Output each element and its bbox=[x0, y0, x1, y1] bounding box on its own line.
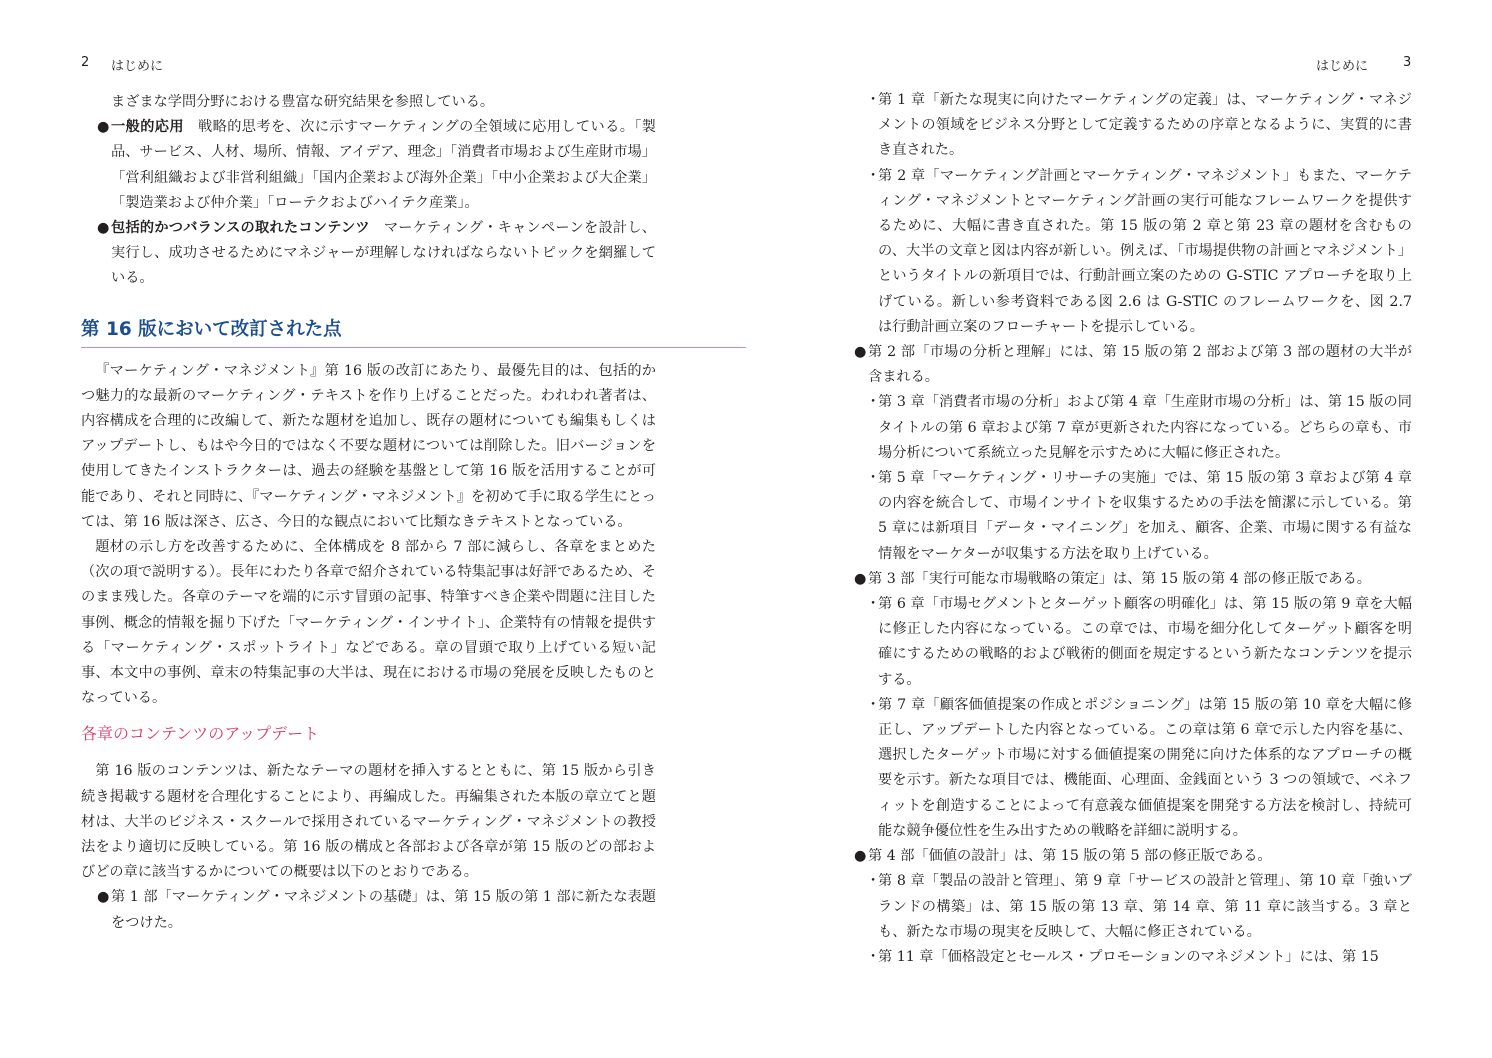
item-text: 第 3 章「消費者市場の分析」および第 4 章「生産財市場の分析」は、第 15 版の同タイトルの第 6 章および第 7 章が更新された内容になっている。どちらの章も、市場分析について系統立った見解を示すために大幅に修正された。 bbox=[878, 394, 1412, 461]
part-bullet-item bbox=[856, 567, 1412, 592]
item-marker: ・ bbox=[866, 167, 881, 184]
bullet-marker: ● bbox=[97, 119, 110, 136]
intro-continuation: まざまな学問分野における豊富な研究結果を参照している。 bbox=[111, 94, 495, 110]
paragraph-content-update: 第 16 版のコンテンツは、新たなテーマの題材を挿入するとともに、第 15 版から引き続き掲載する題材を合理化することにより、再編成した。再編集された本版の章立てと題材は、大半のビジネス・スクールで採用されているマーケティング・マネジメントの教授法をより適切に反映している。第 16 版の構成と各部および各章が第 15 版のどの部およびどの章に該当するかについての概要は以下のとおりである。 bbox=[81, 763, 656, 881]
right-running-title: はじめに bbox=[1316, 59, 1369, 74]
section-title: 第 16 版において改訂された点 bbox=[81, 318, 342, 340]
item-text: 第 7 章「顧客価値提案の作成とポジショニング」は第 15 版の第 10 章を大幅に修正し、アップデートした内容となっている。この章は第 6 章で示した内容を基に、選択したターゲット市場に対する価値提案の開発に向けた体系的なアプローチの概要を示す。新たな項目では、機能面、心理面、金銭面という 3 つの領域で、ベネフィットを創造することによって有意義な価値提案を開発する方法を検討し、持続可能な競争優位性を生み出すための戦略を詳細に説明する。 bbox=[878, 696, 1412, 839]
left-running-title: はじめに bbox=[111, 59, 164, 74]
part-bullet-item bbox=[856, 340, 1412, 390]
item-marker: ・ bbox=[866, 92, 881, 108]
item-marker: ・ bbox=[866, 873, 881, 890]
item-marker: ● bbox=[854, 848, 867, 865]
item-text: 第 11 章「価格設定とセールス・プロモーションのマネジメント」には、第 15 bbox=[878, 948, 1379, 965]
item-marker: ・ bbox=[866, 394, 881, 411]
item-text: 第 3 部「実行可能な市場戦略の策定」は、第 15 版の第 4 部の修正版である。 bbox=[868, 570, 1371, 587]
item-marker: ・ bbox=[866, 948, 881, 965]
item-text: 第 2 章「マーケティング計画とマーケティング・マネジメント」もまた、マーケティング・マネジメントとマーケティング計画の実行可能なフレームワークを提供するために、大幅に書き直された。第 15 版の第 2 章と第 23 章の題材を含むものの、大半の文章と図は内容が新しい。例えば、「市場提供物の計画とマネジメント」というタイトルの新項目では、行動計画立案のための G-STIC アプローチを取り上げている。新しい参考資料である図 2.6 は G-STIC のフレームワークを、図 2.7 は行動計画立案のフローチャートを提示している。 bbox=[878, 167, 1412, 335]
subsection-title: 各章のコンテンツのアップデート bbox=[81, 724, 320, 744]
item-marker: ・ bbox=[866, 696, 881, 713]
item-text: 第 6 章「市場セグメントとターゲット顧客の明確化」は、第 15 版の第 9 章を大幅に修正した内容になっている。この章では、市場を細分化してターゲット顧客を明確にするための戦略的および戦術的側面を規定するという新たなコンテンツを提示する。 bbox=[878, 596, 1412, 688]
bullet-part-1 bbox=[81, 885, 656, 935]
bullet-marker: ● bbox=[97, 220, 110, 237]
item-text: 第 8 章「製品の設計と管理」、第 9 章「サービスの設計と管理」、第 10 章「強いブランドの構築」は、第 15 版の第 13 章、第 14 章、第 11 章に該当する。3 章とも、新たな市場の現実を反映して、大幅に修正されている。 bbox=[878, 873, 1412, 940]
item-text: 第 2 部「市場の分析と理解」には、第 15 版の第 2 部および第 3 部の題材の大半が含まれる。 bbox=[868, 344, 1412, 386]
item-marker: ・ bbox=[866, 470, 881, 487]
item-marker: ・ bbox=[866, 596, 881, 613]
left-column bbox=[81, 90, 656, 936]
left-page-number: 2 bbox=[81, 55, 90, 70]
bullet-marker: ● bbox=[97, 889, 110, 906]
bullet-term: 包括的かつバランスの取れたコンテンツ bbox=[111, 220, 370, 237]
bullet-text: 第 1 部「マーケティング・マネジメントの基礎」は、第 15 版の第 1 部に新たな表題をつけた。 bbox=[111, 889, 656, 931]
chapter-sub-item bbox=[856, 466, 1412, 567]
bullet-text: 戦略的思考を、次に示すマーケティングの全領域に応用している。「製品、サービス、人材、場所、情報、アイデア、理念」「消費者市場および生産財市場」「営利組織および非営利組織」「国内企業および海外企業」「中小企業および大企業」「製造業および仲介業」「ローテクおよびハイテク産業」。 bbox=[111, 119, 656, 211]
paragraph-revision-goals: 『マーケティング・マネジメント』第 16 版の改訂にあたり、最優先目的は、包括的かつ魅力的な最新のマーケティング・テキストを作り上げることだった。われわれ著者は、内容構成を合理的に改編して、新たな題材を追加し、既存の題材についても編集もしくはアップデートし、もはや今日的ではなく不要な題材については削除した。旧バージョンを使用してきたインストラクターは、過去の経験を基盤として第 16 版を活用することが可能であり、それと同時に、『マーケティング・マネジメント』を初めて手に取る学生にとっては、第 16 版は深さ、広さ、今日的な観点において比類なきテキストとなっている。 bbox=[81, 362, 656, 530]
chapter-sub-item bbox=[856, 592, 1412, 693]
item-text: 第 4 部「価値の設計」は、第 15 版の第 5 部の修正版である。 bbox=[868, 848, 1272, 865]
chapter-sub-item bbox=[856, 693, 1412, 844]
item-text: 第 1 章「新たな現実に向けたマーケティングの定義」は、マーケティング・マネジメントの領域をビジネス分野として定義するための序章となるように、実質的に書き直された。 bbox=[878, 92, 1412, 159]
part-bullet-item bbox=[856, 844, 1412, 869]
chapter-sub-item bbox=[856, 88, 1412, 164]
item-text: 第 5 章「マーケティング・リサーチの実施」では、第 15 版の第 3 章および第 4 章の内容を統合して、市場インサイトを収集するための手法を簡潔に示している。第 5 章には新項目「データ・マイニング」を加え、顧客、企業、市場に関する有益な情報をマーケターが収集する方法を取り上げている。 bbox=[878, 470, 1412, 562]
item-marker: ● bbox=[854, 570, 867, 587]
chapter-sub-item bbox=[856, 869, 1412, 945]
chapter-sub-item bbox=[856, 390, 1412, 466]
chapter-sub-item bbox=[856, 164, 1412, 340]
section-divider bbox=[81, 347, 746, 348]
chapter-sub-item bbox=[856, 945, 1412, 970]
paragraph-structure-changes: 題材の示し方を改善するために、全体構成を 8 部から 7 部に減らし、各章をまとめた（次の項で説明する）。長年にわたり各章で紹介されている特集記事は好評であるため、そのまま残した。各章のテーマを端的に示す冒頭の記事、特筆すべき企業や問題に注目した事例、概念的情報を掘り下げた「マーケティング・インサイト」、企業特有の情報を提供する「マーケティング・スポットライト」などである。章の冒頭で取り上げている短い記事、本文中の事例、章末の特集記事の大半は、現在における市場の発展を反映したものとなっている。 bbox=[81, 539, 656, 707]
right-column bbox=[856, 88, 1412, 970]
bullet-comprehensive-content bbox=[81, 216, 656, 292]
right-page-number: 3 bbox=[1403, 55, 1412, 70]
item-marker: ● bbox=[854, 344, 867, 361]
bullet-term: 一般的応用 bbox=[111, 119, 184, 136]
bullet-text: マーケティング・キャンペーンを設計し、実行し、成功させるためにマネジャーが理解しなければならないトピックを網羅している。 bbox=[111, 220, 656, 287]
bullet-general-application bbox=[81, 115, 656, 216]
section-heading-wrap bbox=[81, 317, 656, 343]
